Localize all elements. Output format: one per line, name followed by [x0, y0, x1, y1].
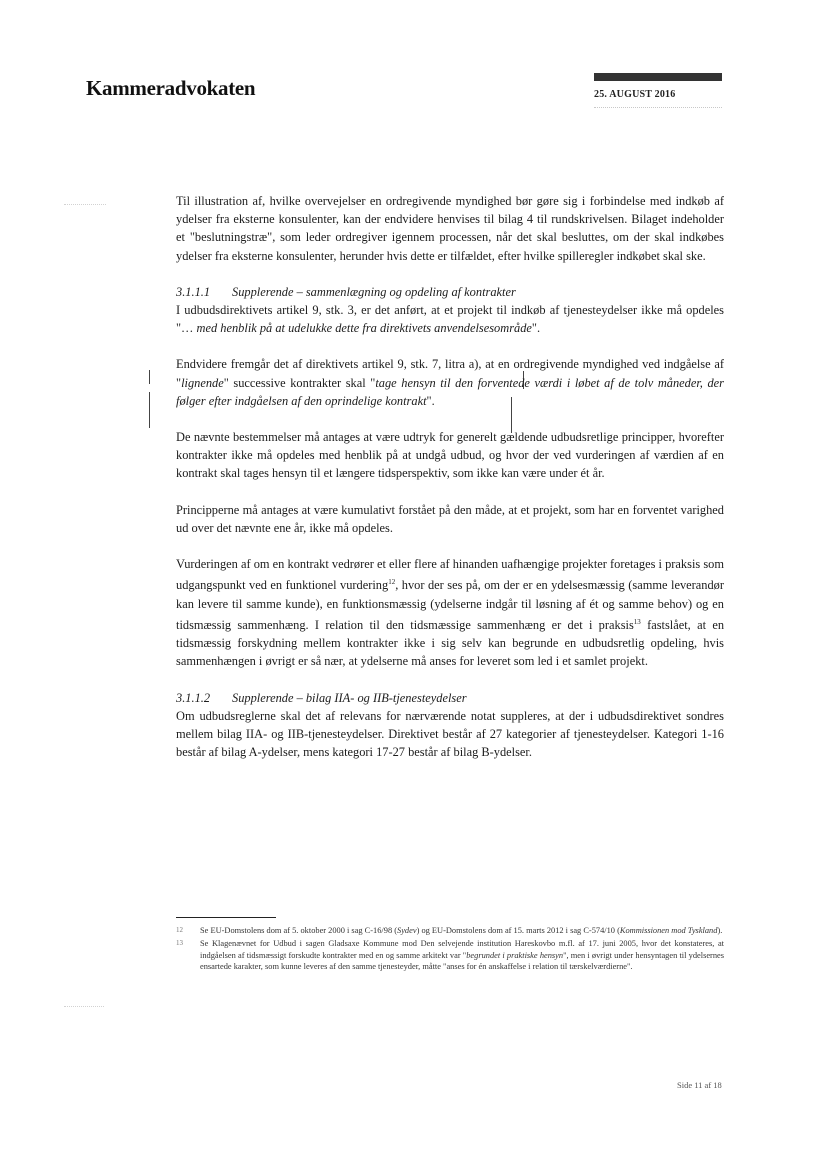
paragraph: [176, 301, 724, 337]
section-heading: [176, 283, 724, 301]
footnote-italic: Kommissionen mod Tyskland: [619, 926, 718, 935]
footnote-italic: Sydev: [397, 926, 417, 935]
paragraph-text: De nævnte bestemmelser må antages at være udtryk for generelt gældende udbudsretlige principper, hvorefter kontrakter ikke må opdeles med henblik på at undgå udbud, og hvor der ved vurderingen af værdien af en kontrakt skal tages hensyn til et længere tidsperspektiv, som ikke kan være under ét år.: [176, 430, 724, 481]
paragraph-text: Endvidere fremgår det af direktivets artikel 9, stk. 7, litra a), at en ordregivende myndighed ved indgåelse af ": [176, 357, 724, 390]
paragraph: [176, 501, 724, 537]
paragraph: [176, 355, 724, 410]
paragraph-text: ".: [531, 321, 541, 336]
footnote-mark: 13: [176, 938, 183, 947]
paragraph-text: I udbudsdirektivets artikel 9, stk. 3, er det anført, at et projekt til indkøb af tjenesteydelser ikke må opdeles "…: [176, 303, 724, 336]
paragraph: [176, 555, 724, 670]
paragraph: [176, 428, 724, 483]
footnote-text: ).: [717, 926, 723, 935]
footnotes: [176, 925, 724, 974]
footnote-text: ) og EU-Domstolens dom af 15. marts 2012 i sag C-574/10 (: [416, 926, 620, 935]
footnote-mark: 12: [176, 926, 183, 934]
document-date: 25. AUGUST 2016: [594, 89, 676, 100]
footnote: [176, 925, 724, 937]
paragraph-text: Vurderingen af om en kontrakt vedrører et eller flere af hinanden uafhængige projekter foretages i praksis som udgangspunkt ved en funktionel vurdering: [176, 557, 724, 593]
quoted-text: tage hensyn til den forventede værdi i løbet af de tolv måneder, der følger efter indgåelsen af den oprindelige kontrakt: [176, 375, 724, 408]
date-bar: [594, 73, 722, 81]
footnote-ref[interactable]: 12: [388, 578, 396, 587]
paragraph: [176, 192, 724, 265]
footnote: [176, 938, 724, 973]
section-heading: [176, 689, 724, 707]
scan-mark: [149, 392, 150, 428]
section-number: 3.1.1.1: [176, 284, 211, 299]
section-number: 3.1.1.2: [176, 690, 211, 705]
paragraph-text: Om udbudsreglerne skal det af relevans for nærværende notat suppleres, at der i udbudsdirektivet sondres mellem bilag IIA- og IIB-tjenesteydelser. Direktivet består af 27 kategorier af tjenesteydelser. Kategori 1-16 består af bilag A-ydelser, mens kategori 17-27 består af bilag B-ydelser.: [176, 708, 724, 760]
paragraph-text: ".: [426, 393, 435, 408]
page-number: Side 11 af 18: [677, 1080, 722, 1090]
paragraph: [176, 707, 724, 762]
scan-mark: [149, 370, 150, 384]
paragraph-text: Til illustration af, hvilke overvejelser en ordregivende myndighed bør gøre sig i forbindelse med indkøb af ydelser fra eksterne konsulenter, kan der endvidere henvises til bilag 4 til rundskrivelsen. Bilaget indeholder et "beslutningstræ", som leder ordregiver igennem processen, når det skal besluttes, om der skal indkøbes ydelser fra eksterne konsulenter, herunder hvis dette er tilfældet, efter hvilke spilleregler indkøbet skal ske.: [176, 194, 724, 263]
quoted-text: lignende: [181, 375, 224, 390]
scan-mark: [64, 204, 106, 205]
paragraph-text: fastslået, at en tidsmæssig forskydning mellem kontrakter ikke i sig selv kan begrunde en udbudsretlig opdeling, hvis sammenhængen i øvrigt er så nær, at ydelserne må anses for leveret som led i et samlet projekt.: [176, 617, 725, 669]
paragraph-text: , hvor der ses på, om der er en ydelsesmæssig (samme leverandør kan levere til samme kunde), en funktionsmæssig (ydelserne indgår til løsning af ét og samme behov) og en tidsmæssig sammenhæng. I relation til den tidsmæssige sammenhæng er det i praksis: [176, 578, 724, 632]
footnote-divider: [176, 917, 276, 918]
scan-mark: [64, 1006, 104, 1007]
quoted-text: med henblik på at udelukke dette fra direktivets anvendelsesområde: [193, 321, 532, 336]
footnote-italic: begrundet i praktiske hensyn: [466, 950, 564, 960]
footnote-text: Se EU-Domstolens dom af 5. oktober 2000 i sag C-16/98 (: [200, 926, 398, 935]
section-title: Supplerende – bilag IIA- og IIB-tjenesteydelser: [232, 690, 467, 705]
footnote-text: ", men i øvrigt under hensyntagen til ydelsernes ensartede karakter, som kunne leveres af den samme tjenesteyder, måtte "anses for én anskaffelse i relation til tærskelværdierne".: [200, 950, 724, 972]
footnote-text: Se Klagenævnet for Udbud i sagen Gladsaxe Kommune mod Den selvejende institution Hareskovbo m.fl. af 17. juni 2005, hvor det konstateres, at indgåelsen af tidsmæssigt forskudte kontrakter med en og samme arkitekt var ": [200, 938, 724, 960]
paragraph-text: " successive kontrakter skal ": [223, 375, 376, 390]
section-title: Supplerende – sammenlægning og opdeling af kontrakter: [232, 284, 516, 299]
body-text: [176, 192, 724, 779]
brand-name: Kammeradvokaten: [86, 76, 256, 100]
paragraph-text: Principperne må antages at være kumulativt forstået på den måde, at et projekt, som har en forventet varighed ud over det nævnte ene år, ikke må opdeles.: [176, 502, 724, 535]
footnote-ref[interactable]: 13: [633, 617, 641, 626]
date-divider: [594, 107, 722, 108]
